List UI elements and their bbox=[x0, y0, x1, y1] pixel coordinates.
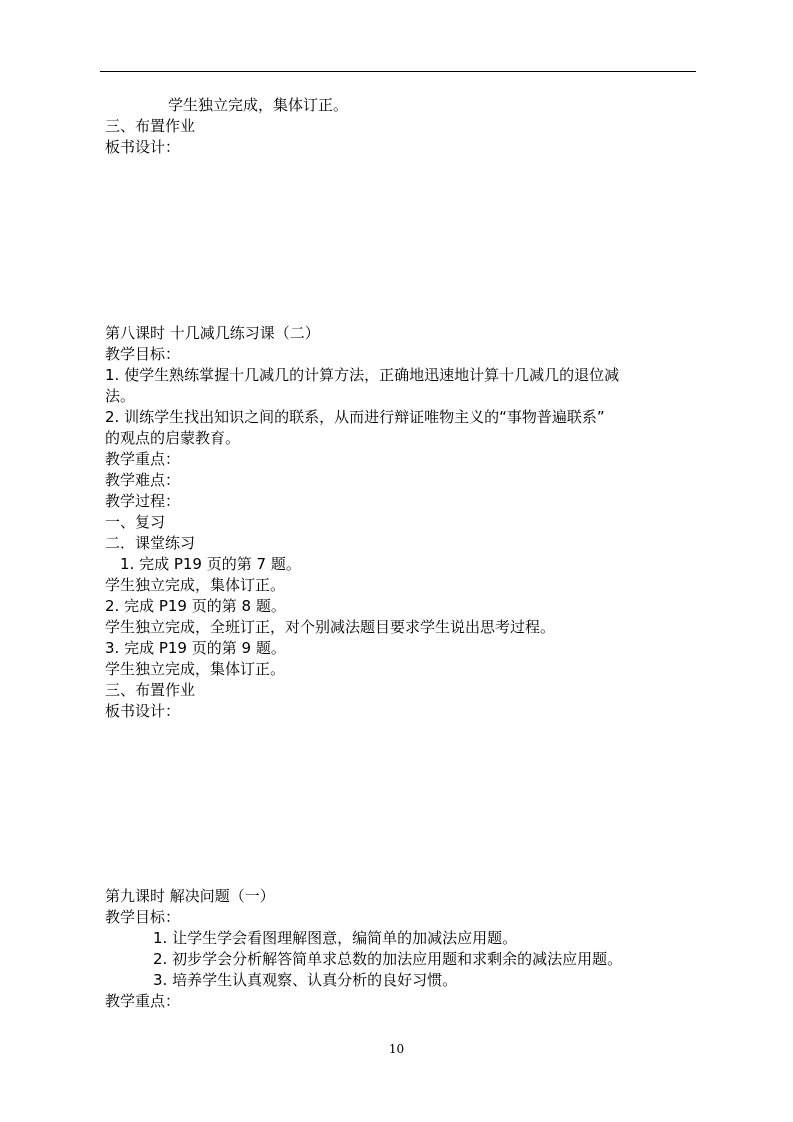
text-line: 1. 完成 P19 页的第 7 题。 bbox=[120, 555, 301, 573]
text-line: 法。 bbox=[105, 387, 136, 405]
text-line: 3. 完成 P19 页的第 9 题。 bbox=[105, 639, 286, 657]
section-heading: 三、布置作业 bbox=[105, 117, 196, 135]
section-heading: 三、布置作业 bbox=[105, 681, 196, 699]
text-line: 教学重点： bbox=[105, 992, 181, 1010]
text-line: 2. 完成 P19 页的第 8 题。 bbox=[105, 597, 286, 615]
text-line: 2. 训练学生找出知识之间的联系，从而进行辩证唯物主义的“事物普遍联系” bbox=[105, 408, 605, 426]
page-number: 10 bbox=[388, 1042, 405, 1056]
text-line: 2. 初步学会分析解答简单求总数的加法应用题和求剩余的减法应用题。 bbox=[153, 950, 623, 968]
text-line: 1. 使学生熟练掌握十几减几的计算方法，正确地迅速地计算十几减几的退位减 bbox=[105, 366, 620, 384]
text-line: 学生独立完成，集体订正。 bbox=[105, 576, 286, 594]
text-line: 学生独立完成，集体订正。 bbox=[105, 660, 286, 678]
text-line: 教学难点： bbox=[105, 471, 181, 489]
section-heading: 二．课堂练习 bbox=[105, 534, 196, 552]
section-heading: 一、复习 bbox=[105, 513, 166, 531]
text-line: 学生独立完成，全班订正，对个别减法题目要求学生说出思考过程。 bbox=[105, 618, 556, 636]
header-rule bbox=[100, 71, 696, 72]
text-line: 的观点的启蒙教育。 bbox=[105, 429, 241, 447]
text-line: 教学过程： bbox=[105, 492, 181, 510]
text-line: 教学重点： bbox=[105, 450, 181, 468]
text-line: 3. 培养学生认真观察、认真分析的良好习惯。 bbox=[153, 971, 458, 989]
text-line: 学生独立完成，集体订正。 bbox=[168, 96, 349, 114]
text-line: 板书设计： bbox=[105, 138, 181, 156]
text-line: 教学目标： bbox=[105, 345, 181, 363]
text-line: 1. 让学生学会看图理解图意，编简单的加减法应用题。 bbox=[153, 929, 518, 947]
lesson-title: 第九课时 解决问题（一） bbox=[105, 887, 275, 905]
text-line: 板书设计： bbox=[105, 702, 181, 720]
lesson-title: 第八课时 十几减几练习课（二） bbox=[105, 324, 320, 342]
text-line: 教学目标： bbox=[105, 908, 181, 926]
